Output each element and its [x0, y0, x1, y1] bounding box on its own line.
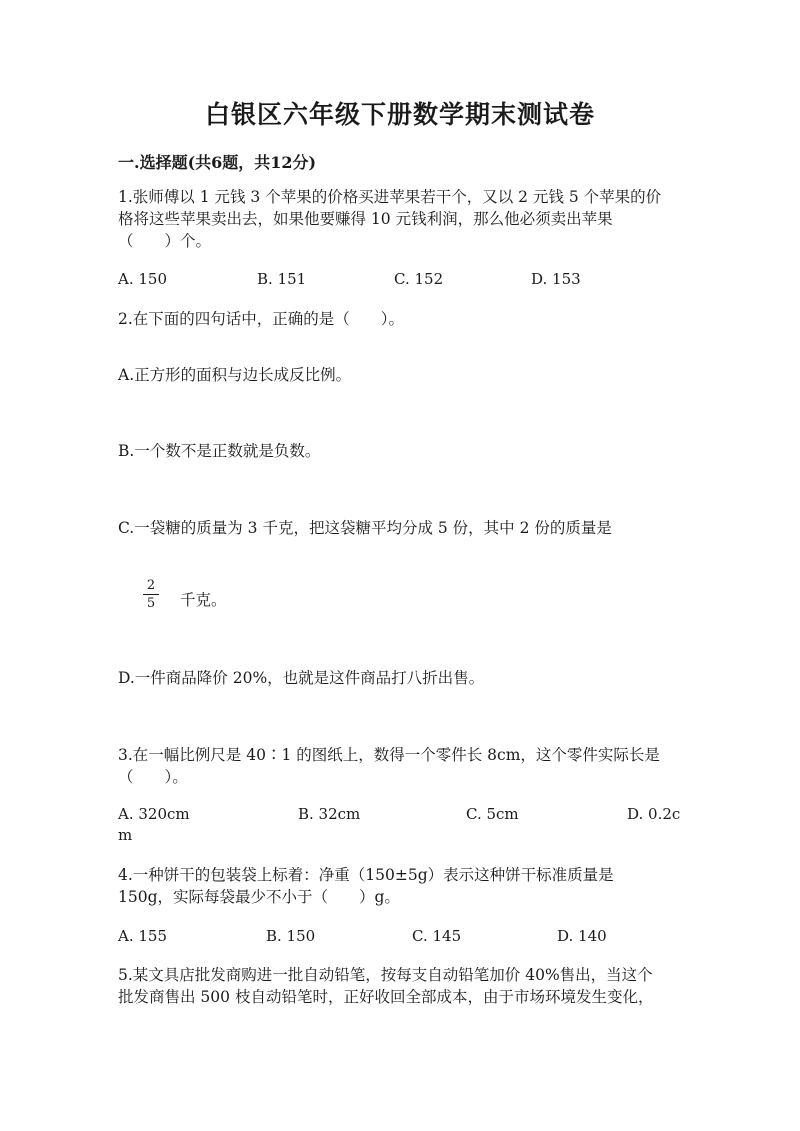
fraction-two-fifths	[143, 578, 159, 611]
question-1-option-a: A. 150	[118, 270, 167, 288]
section-heading: 一.选择题(共6题，共12分)	[118, 153, 317, 172]
fraction-bar	[143, 594, 159, 595]
question-1-option-b: B. 151	[257, 270, 307, 288]
fraction-denominator: 5	[146, 596, 156, 611]
question-3-option-d: D. 0.2c	[627, 805, 681, 823]
question-1-option-c: C. 152	[394, 270, 444, 288]
page-title: 白银区六年级下册数学期末测试卷	[204, 100, 595, 129]
question-4-option-a: A. 155	[118, 927, 167, 945]
fraction-numerator: 2	[146, 578, 156, 593]
question-4-option-c: C. 145	[412, 927, 462, 945]
question-2-option-a: A.正方形的面积与边长成反比例。	[118, 366, 352, 384]
question-3-line-1: 3.在一幅比例尺是 40∶1 的图纸上，数得一个零件长 8cm，这个零件实际长是	[118, 746, 660, 764]
question-3-option-c: C. 5cm	[466, 805, 519, 823]
question-2-option-d: D.一件商品降价 20%，也就是这件商品打八折出售。	[118, 669, 485, 687]
question-1-option-d: D. 153	[531, 270, 581, 288]
question-2-option-c: C.一袋糖的质量为 3 千克，把这袋糖平均分成 5 份，其中 2 份的质量是	[118, 519, 612, 537]
question-4-option-b: B. 150	[266, 927, 316, 945]
question-5-line-1: 5.某文具店批发商购进一批自动铅笔，按每支自动铅笔加价 40%售出，当这个	[118, 966, 653, 984]
question-4-line-2: 150g，实际每袋最少不小于（ ）g。	[118, 888, 400, 906]
question-3-option-d-wrap: m	[118, 826, 133, 844]
question-3-option-a: A. 320cm	[118, 805, 190, 823]
question-5-line-2: 批发商售出 500 枝自动铅笔时，正好收回全部成本，由于市场环境发生变化，	[118, 988, 654, 1006]
question-1-line-1: 1.张师傅以 1 元钱 3 个苹果的价格买进苹果若干个，又以 2 元钱 5 个苹果的价	[118, 188, 662, 206]
question-3-line-2: （ ）。	[118, 768, 188, 786]
question-3-option-b: B. 32cm	[298, 805, 361, 823]
question-1-line-2: 格将这些苹果卖出去，如果他要赚得 10 元钱利润，那么他必须卖出苹果	[118, 210, 613, 228]
question-2-stem: 2.在下面的四句话中，正确的是（ ）。	[118, 310, 405, 328]
question-1-line-3: （ ）个。	[118, 232, 212, 250]
question-2-option-c-tail: 千克。	[180, 591, 227, 609]
question-4-option-d: D. 140	[557, 927, 607, 945]
question-4-line-1: 4.一种饼干的包装袋上标着：净重（150±5g）表示这种饼干标准质量是	[118, 866, 614, 884]
question-2-option-b: B.一个数不是正数就是负数。	[118, 442, 321, 460]
